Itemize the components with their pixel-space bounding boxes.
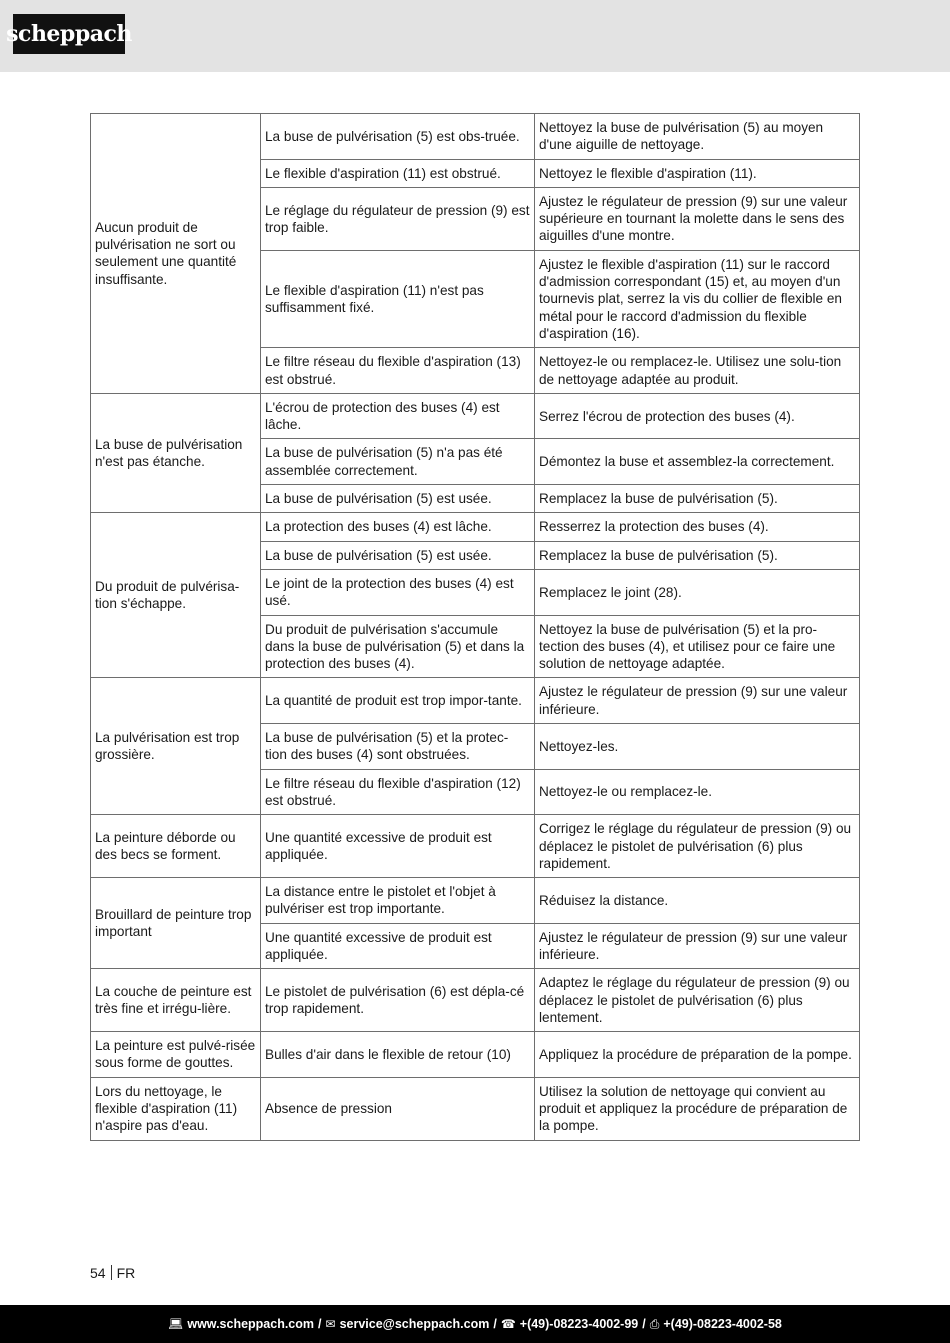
problem-cell: Aucun produit de pulvérisation ne sort ou seulement une quantité insuffisante. (91, 114, 261, 394)
table-row (91, 969, 860, 1032)
cause-cell: Une quantité excessive de produit est appliquée. (261, 923, 535, 969)
footer-email: service@scheppach.com (339, 1317, 490, 1331)
remedy-cell: Resserrez la protection des buses (4). (535, 513, 860, 541)
cause-cell: Le filtre réseau du flexible d'aspiration (12) est obstrué. (261, 769, 535, 815)
page-language: FR (116, 1265, 136, 1281)
cause-cell: Le flexible d'aspiration (11) est obstrué. (261, 159, 535, 187)
footer-phone: +(49)-08223-4002-99 (519, 1317, 639, 1331)
page-footer (0, 1305, 950, 1343)
cause-cell: Le réglage du régulateur de pression (9) est trop faible. (261, 187, 535, 250)
table-row (91, 1032, 860, 1078)
problem-cell: Brouillard de peinture trop important (91, 878, 261, 969)
cause-cell: Le filtre réseau du flexible d'aspiration (13) est obstrué. (261, 348, 535, 394)
cause-cell: La protection des buses (4) est lâche. (261, 513, 535, 541)
page-header (0, 0, 950, 72)
table-row (91, 1077, 860, 1140)
remedy-cell: Remplacez la buse de pulvérisation (5). (535, 541, 860, 569)
problem-cell: Lors du nettoyage, le flexible d'aspiration (11) n'aspire pas d'eau. (91, 1077, 261, 1140)
problem-cell: Du produit de pulvérisa-tion s'échappe. (91, 513, 261, 678)
remedy-cell: Nettoyez-le ou remplacez-le. (535, 769, 860, 815)
cause-cell: Une quantité excessive de produit est appliquée. (261, 815, 535, 878)
table-row (91, 878, 860, 924)
table-body (91, 114, 860, 1141)
remedy-cell: Démontez la buse et assemblez-la correctement. (535, 439, 860, 485)
problem-cell: La pulvérisation est trop grossière. (91, 678, 261, 815)
cause-cell: Le joint de la protection des buses (4) est usé. (261, 569, 535, 615)
troubleshooting-table (90, 113, 860, 1141)
footer-fax: +(49)-08223-4002-58 (663, 1317, 782, 1331)
fax-icon: ⎙ (649, 1316, 660, 1331)
problem-cell: La peinture déborde ou des becs se forment. (91, 815, 261, 878)
cause-cell: Bulles d'air dans le flexible de retour (10) (261, 1032, 535, 1078)
remedy-cell: Réduisez la distance. (535, 878, 860, 924)
envelope-icon: ✉︎ (325, 1317, 336, 1331)
table-row (91, 114, 860, 160)
remedy-cell: Remplacez le joint (28). (535, 569, 860, 615)
scheppach-logo: scheppach (13, 14, 125, 54)
remedy-cell: Nettoyez la buse de pulvérisation (5) et la pro-tection des buses (4), et utilisez pour ce faire une solution de nettoyage adaptée. (535, 615, 860, 678)
table-row (91, 513, 860, 541)
remedy-cell: Nettoyez le flexible d'aspiration (11). (535, 159, 860, 187)
footer-separator: / (318, 1317, 322, 1331)
remedy-cell: Ajustez le régulateur de pression (9) sur une valeur supérieure en tournant la molette dans le sens des aiguilles d'une montre. (535, 187, 860, 250)
computer-icon: 💻︎ (168, 1317, 184, 1331)
table-row (91, 393, 860, 439)
remedy-cell: Serrez l'écrou de protection des buses (4). (535, 393, 860, 439)
cause-cell: Le pistolet de pulvérisation (6) est dépla-cé trop rapidement. (261, 969, 535, 1032)
footer-separator: / (642, 1317, 646, 1331)
remedy-cell: Corrigez le réglage du régulateur de pression (9) ou déplacez le pistolet de pulvérisation (6) plus rapidement. (535, 815, 860, 878)
problem-cell: La couche de peinture est très fine et irrégu-lière. (91, 969, 261, 1032)
telephone-icon: ☎︎ (500, 1317, 516, 1331)
cause-cell: La buse de pulvérisation (5) est obs-truée. (261, 114, 535, 160)
remedy-cell: Nettoyez-le ou remplacez-le. Utilisez une solu-tion de nettoyage adaptée au produit. (535, 348, 860, 394)
page-number-value: 54 (90, 1265, 106, 1281)
problem-cell: La peinture est pulvé-risée sous forme de gouttes. (91, 1032, 261, 1078)
cause-cell: La buse de pulvérisation (5) n'a pas été assemblée correctement. (261, 439, 535, 485)
remedy-cell: Nettoyez la buse de pulvérisation (5) au moyen d'une aiguille de nettoyage. (535, 114, 860, 160)
remedy-cell: Ajustez le régulateur de pression (9) sur une valeur inférieure. (535, 923, 860, 969)
cause-cell: La distance entre le pistolet et l'objet à pulvériser est trop importante. (261, 878, 535, 924)
page-number-divider (111, 1265, 112, 1280)
cause-cell: Du produit de pulvérisation s'accumule dans la buse de pulvérisation (5) et dans la protection des buses (4). (261, 615, 535, 678)
cause-cell: La buse de pulvérisation (5) est usée. (261, 485, 535, 513)
remedy-cell: Ajustez le flexible d'aspiration (11) sur le raccord d'admission correspondant (15) et, au moyen d'un tournevis plat, serrez la vis du collier de flexible en métal pour le raccord d'admission du flexible d'aspiration (16). (535, 250, 860, 347)
cause-cell: La quantité de produit est trop impor-tante. (261, 678, 535, 724)
cause-cell: Le flexible d'aspiration (11) n'est pas suffisamment fixé. (261, 250, 535, 347)
remedy-cell: Appliquez la procédure de préparation de la pompe. (535, 1032, 860, 1078)
cause-cell: Absence de pression (261, 1077, 535, 1140)
table-row (91, 678, 860, 724)
remedy-cell: Adaptez le réglage du régulateur de pression (9) ou déplacez le pistolet de pulvérisation (6) plus lentement. (535, 969, 860, 1032)
remedy-cell: Nettoyez-les. (535, 724, 860, 770)
cause-cell: L'écrou de protection des buses (4) est lâche. (261, 393, 535, 439)
footer-separator: / (493, 1317, 497, 1331)
cause-cell: La buse de pulvérisation (5) est usée. (261, 541, 535, 569)
table-row (91, 815, 860, 878)
footer-website: www.scheppach.com (187, 1317, 315, 1331)
page-number (90, 1265, 135, 1281)
problem-cell: La buse de pulvérisation n'est pas étanche. (91, 393, 261, 512)
remedy-cell: Utilisez la solution de nettoyage qui convient au produit et appliquez la procédure de préparation de la pompe. (535, 1077, 860, 1140)
cause-cell: La buse de pulvérisation (5) et la protec-tion des buses (4) sont obstruées. (261, 724, 535, 770)
remedy-cell: Ajustez le régulateur de pression (9) sur une valeur inférieure. (535, 678, 860, 724)
remedy-cell: Remplacez la buse de pulvérisation (5). (535, 485, 860, 513)
